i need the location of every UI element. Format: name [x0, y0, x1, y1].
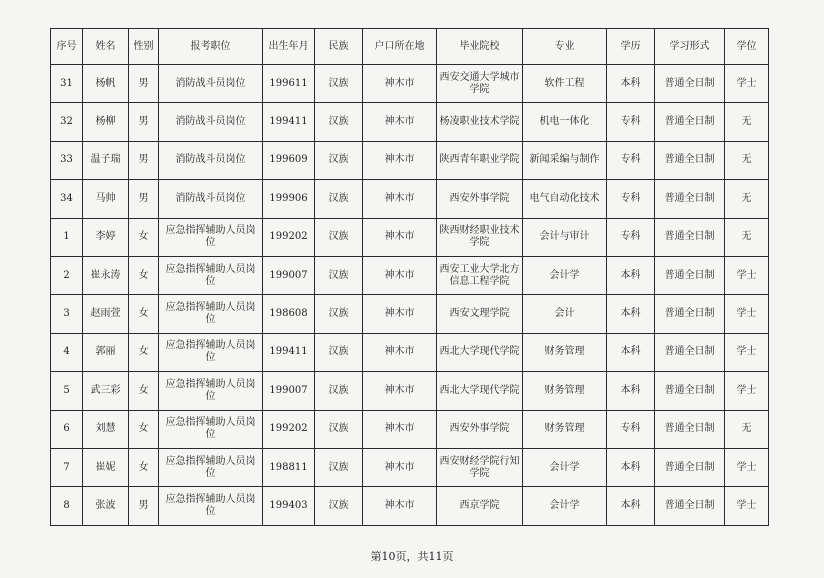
cell-major: 会计学 [523, 256, 607, 294]
cell-residence: 神木市 [363, 180, 437, 218]
header-major: 专业 [523, 29, 607, 65]
cell-education: 本科 [607, 256, 655, 294]
cell-birth: 198608 [263, 295, 315, 333]
table-row [51, 487, 769, 525]
cell-position: 消防战斗员岗位 [159, 180, 263, 218]
cell-degree: 学士 [725, 295, 769, 333]
cell-index: 7 [51, 448, 83, 486]
cell-school: 西北大学现代学院 [437, 372, 523, 410]
cell-school: 西京学院 [437, 487, 523, 525]
header-study-form: 学习形式 [655, 29, 725, 65]
cell-gender: 女 [129, 410, 159, 448]
cell-position: 消防战斗员岗位 [159, 141, 263, 179]
cell-study-form: 普通全日制 [655, 218, 725, 256]
cell-gender: 女 [129, 448, 159, 486]
cell-education: 本科 [607, 487, 655, 525]
cell-degree: 学士 [725, 256, 769, 294]
cell-index: 34 [51, 180, 83, 218]
cell-degree: 学士 [725, 448, 769, 486]
cell-index: 31 [51, 65, 83, 103]
cell-gender: 男 [129, 141, 159, 179]
cell-birth: 199906 [263, 180, 315, 218]
cell-degree: 无 [725, 103, 769, 141]
cell-gender: 女 [129, 218, 159, 256]
cell-gender: 女 [129, 372, 159, 410]
cell-name: 崔永涛 [83, 256, 129, 294]
cell-gender: 男 [129, 65, 159, 103]
table-row [51, 372, 769, 410]
cell-major: 会计 [523, 295, 607, 333]
cell-name: 武三彩 [83, 372, 129, 410]
cell-school: 陕西财经职业技术学院 [437, 218, 523, 256]
cell-name: 温子瑞 [83, 141, 129, 179]
cell-index: 32 [51, 103, 83, 141]
cell-name: 赵雨萱 [83, 295, 129, 333]
cell-ethnicity: 汉族 [315, 256, 363, 294]
cell-degree: 学士 [725, 65, 769, 103]
cell-degree: 学士 [725, 333, 769, 371]
cell-name: 刘慧 [83, 410, 129, 448]
header-school: 毕业院校 [437, 29, 523, 65]
cell-ethnicity: 汉族 [315, 65, 363, 103]
cell-position: 应急指挥辅助人员岗位 [159, 295, 263, 333]
cell-position: 应急指挥辅助人员岗位 [159, 487, 263, 525]
cell-major: 会计学 [523, 448, 607, 486]
cell-name: 杨帆 [83, 65, 129, 103]
cell-ethnicity: 汉族 [315, 103, 363, 141]
cell-study-form: 普通全日制 [655, 448, 725, 486]
table-header-row [51, 29, 769, 65]
cell-name: 张波 [83, 487, 129, 525]
cell-position: 应急指挥辅助人员岗位 [159, 410, 263, 448]
cell-birth: 199007 [263, 372, 315, 410]
cell-ethnicity: 汉族 [315, 410, 363, 448]
cell-position: 应急指挥辅助人员岗位 [159, 256, 263, 294]
cell-ethnicity: 汉族 [315, 372, 363, 410]
cell-birth: 199202 [263, 218, 315, 256]
cell-school: 杨凌职业技术学院 [437, 103, 523, 141]
cell-gender: 女 [129, 333, 159, 371]
cell-ethnicity: 汉族 [315, 333, 363, 371]
header-position: 报考职位 [159, 29, 263, 65]
cell-gender: 女 [129, 295, 159, 333]
cell-ethnicity: 汉族 [315, 180, 363, 218]
cell-residence: 神木市 [363, 295, 437, 333]
cell-ethnicity: 汉族 [315, 141, 363, 179]
cell-gender: 男 [129, 103, 159, 141]
cell-birth: 199411 [263, 333, 315, 371]
cell-study-form: 普通全日制 [655, 65, 725, 103]
cell-index: 2 [51, 256, 83, 294]
cell-school: 西安工业大学北方信息工程学院 [437, 256, 523, 294]
cell-residence: 神木市 [363, 448, 437, 486]
cell-education: 专科 [607, 180, 655, 218]
header-ethnicity: 民族 [315, 29, 363, 65]
cell-position: 消防战斗员岗位 [159, 103, 263, 141]
cell-residence: 神木市 [363, 410, 437, 448]
cell-education: 专科 [607, 410, 655, 448]
cell-index: 8 [51, 487, 83, 525]
cell-gender: 男 [129, 487, 159, 525]
cell-index: 33 [51, 141, 83, 179]
page-number: 第10页，共11页 [370, 550, 454, 563]
cell-school: 西安文理学院 [437, 295, 523, 333]
table-row [51, 448, 769, 486]
cell-study-form: 普通全日制 [655, 295, 725, 333]
cell-ethnicity: 汉族 [315, 448, 363, 486]
cell-gender: 女 [129, 256, 159, 294]
cell-birth: 199202 [263, 410, 315, 448]
cell-index: 4 [51, 333, 83, 371]
cell-birth: 199609 [263, 141, 315, 179]
header-gender: 性别 [129, 29, 159, 65]
table-row [51, 141, 769, 179]
cell-school: 西安交通大学城市学院 [437, 65, 523, 103]
cell-position: 消防战斗员岗位 [159, 65, 263, 103]
cell-gender: 男 [129, 180, 159, 218]
cell-school: 西北大学现代学院 [437, 333, 523, 371]
cell-education: 本科 [607, 448, 655, 486]
cell-name: 杨柳 [83, 103, 129, 141]
header-education: 学历 [607, 29, 655, 65]
cell-index: 1 [51, 218, 83, 256]
cell-residence: 神木市 [363, 487, 437, 525]
cell-school: 西安外事学院 [437, 410, 523, 448]
cell-education: 本科 [607, 333, 655, 371]
cell-major: 财务管理 [523, 333, 607, 371]
cell-study-form: 普通全日制 [655, 487, 725, 525]
cell-name: 李婷 [83, 218, 129, 256]
header-birth: 出生年月 [263, 29, 315, 65]
cell-major: 机电一体化 [523, 103, 607, 141]
cell-index: 6 [51, 410, 83, 448]
header-name: 姓名 [83, 29, 129, 65]
cell-index: 3 [51, 295, 83, 333]
cell-major: 会计与审计 [523, 218, 607, 256]
cell-study-form: 普通全日制 [655, 180, 725, 218]
cell-major: 财务管理 [523, 372, 607, 410]
cell-residence: 神木市 [363, 333, 437, 371]
cell-ethnicity: 汉族 [315, 487, 363, 525]
cell-education: 专科 [607, 141, 655, 179]
cell-study-form: 普通全日制 [655, 141, 725, 179]
cell-degree: 无 [725, 410, 769, 448]
cell-study-form: 普通全日制 [655, 410, 725, 448]
cell-index: 5 [51, 372, 83, 410]
cell-degree: 学士 [725, 487, 769, 525]
cell-major: 财务管理 [523, 410, 607, 448]
cell-school: 西安外事学院 [437, 180, 523, 218]
cell-residence: 神木市 [363, 218, 437, 256]
header-degree: 学位 [725, 29, 769, 65]
cell-major: 电气自动化技术 [523, 180, 607, 218]
cell-birth: 198811 [263, 448, 315, 486]
cell-education: 本科 [607, 295, 655, 333]
cell-ethnicity: 汉族 [315, 295, 363, 333]
cell-position: 应急指挥辅助人员岗位 [159, 218, 263, 256]
cell-birth: 199411 [263, 103, 315, 141]
cell-position: 应急指挥辅助人员岗位 [159, 448, 263, 486]
cell-education: 专科 [607, 103, 655, 141]
header-residence: 户口所在地 [363, 29, 437, 65]
cell-study-form: 普通全日制 [655, 372, 725, 410]
cell-residence: 神木市 [363, 372, 437, 410]
table-row [51, 103, 769, 141]
table-body [51, 65, 769, 526]
table-row [51, 295, 769, 333]
cell-birth: 199611 [263, 65, 315, 103]
cell-school: 陕西青年职业学院 [437, 141, 523, 179]
cell-major: 会计学 [523, 487, 607, 525]
cell-study-form: 普通全日制 [655, 256, 725, 294]
cell-position: 应急指挥辅助人员岗位 [159, 333, 263, 371]
cell-education: 本科 [607, 65, 655, 103]
table-row [51, 218, 769, 256]
cell-degree: 无 [725, 180, 769, 218]
table-row [51, 65, 769, 103]
cell-name: 崔妮 [83, 448, 129, 486]
cell-birth: 199007 [263, 256, 315, 294]
cell-education: 专科 [607, 218, 655, 256]
table-row [51, 180, 769, 218]
cell-name: 马帅 [83, 180, 129, 218]
cell-residence: 神木市 [363, 65, 437, 103]
table-row [51, 256, 769, 294]
cell-education: 本科 [607, 372, 655, 410]
cell-degree: 无 [725, 141, 769, 179]
cell-major: 新闻采编与制作 [523, 141, 607, 179]
cell-school: 西安财经学院行知学院 [437, 448, 523, 486]
table-row [51, 410, 769, 448]
cell-residence: 神木市 [363, 103, 437, 141]
applicant-table [50, 28, 769, 526]
cell-position: 应急指挥辅助人员岗位 [159, 372, 263, 410]
cell-name: 郭丽 [83, 333, 129, 371]
cell-residence: 神木市 [363, 141, 437, 179]
cell-major: 软件工程 [523, 65, 607, 103]
cell-study-form: 普通全日制 [655, 103, 725, 141]
cell-ethnicity: 汉族 [315, 218, 363, 256]
cell-study-form: 普通全日制 [655, 333, 725, 371]
table-row [51, 333, 769, 371]
cell-residence: 神木市 [363, 256, 437, 294]
cell-degree: 无 [725, 218, 769, 256]
cell-degree: 学士 [725, 372, 769, 410]
header-index: 序号 [51, 29, 83, 65]
cell-birth: 199403 [263, 487, 315, 525]
